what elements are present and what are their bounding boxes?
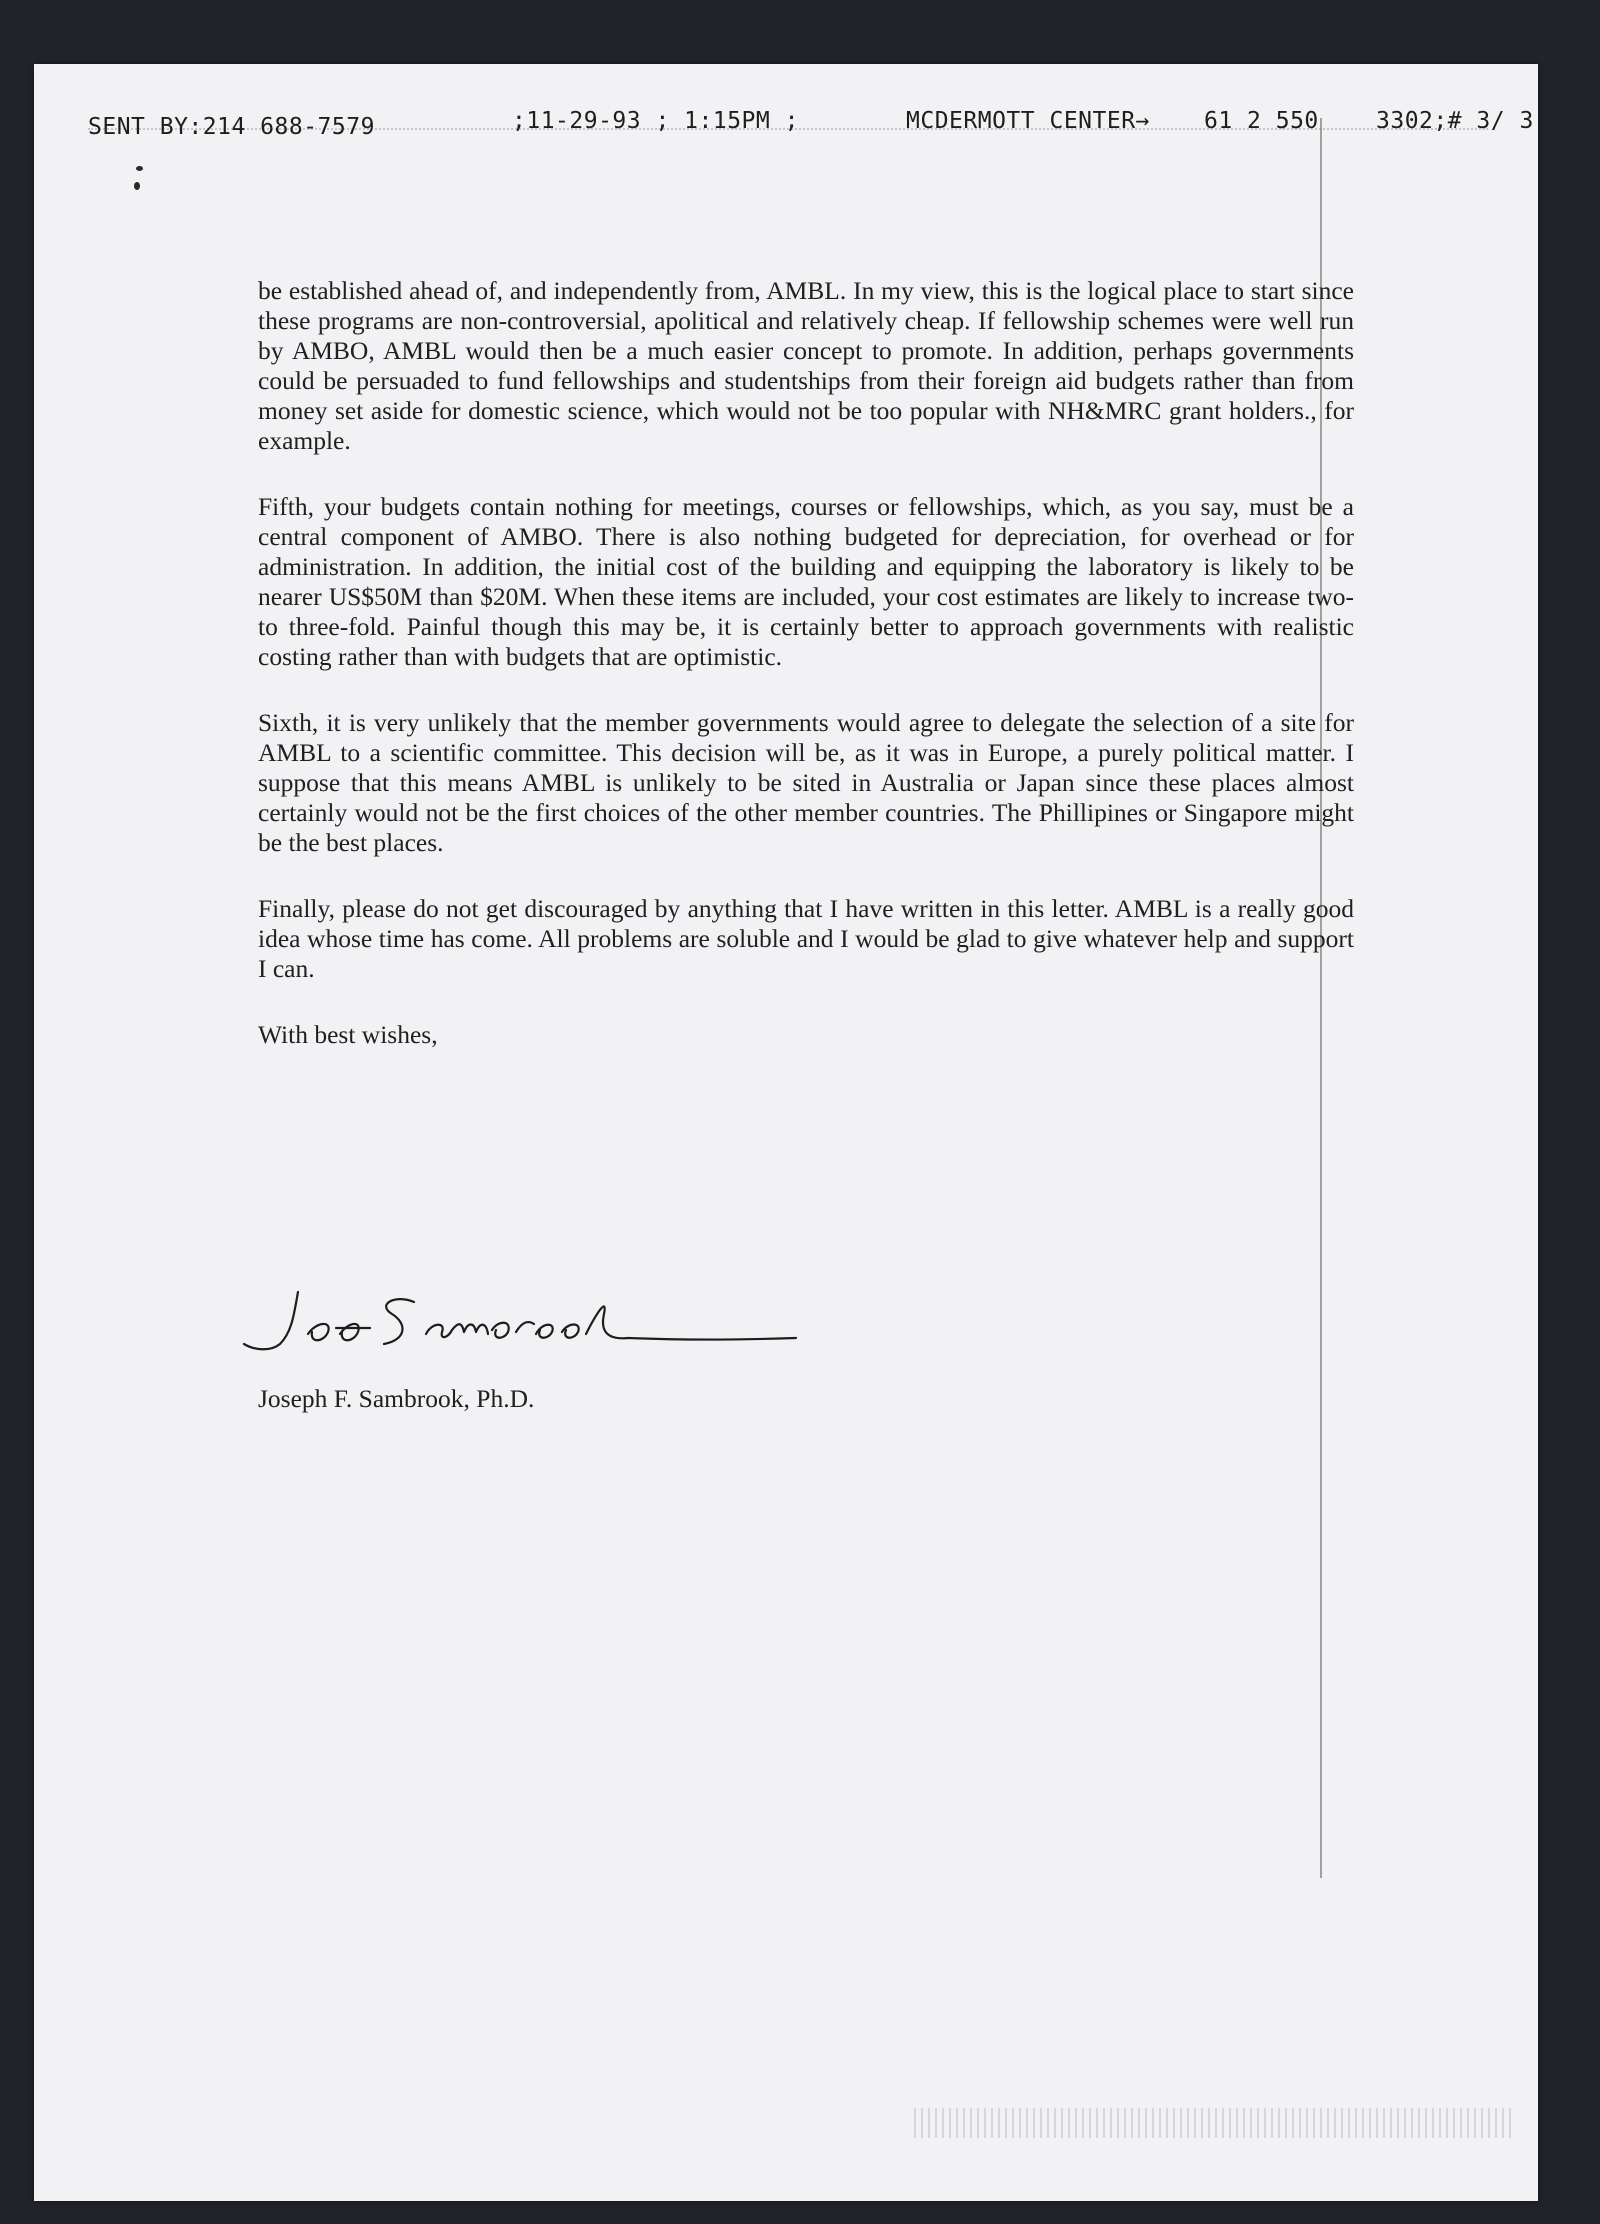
letter-body bbox=[258, 276, 1354, 1086]
fax-center: MCDERMOTT CENTER→ bbox=[906, 108, 1150, 134]
paragraph-2: Fifth, your budgets contain nothing for meetings, courses or fellowships, which, as you say, must be a central component of AMBO. There is also nothing budgeted for depreciation, for overhead or for administration. In addition, the initial cost of the building and equipping the laboratory is likely to be nearer US$50M than $20M. When these items are included, your cost estimates are likely to increase two- to three-fold. Painful though this may be, it is certainly better to approach governments with realistic costing rather than with budgets that are optimistic. bbox=[258, 492, 1354, 671]
fax-date-time: ;11-29-93 ; 1:15PM ; bbox=[512, 108, 799, 134]
signatory-name: Joseph F. Sambrook, Ph.D. bbox=[258, 1384, 535, 1413]
fax-noise bbox=[914, 2108, 1514, 2138]
paragraph-1: be established ahead of, and independently from, AMBL. In my view, this is the logical place to start since these programs are non-controversial, apolitical and relatively cheap. If fellowship schemes were well run by AMBO, AMBL would then be a much easier concept to promote. In addition, perhaps governments could be persuaded to fund fellowships and studentships from their foreign aid budgets rather than from money set aside for domestic science, which would not be too popular with NH&MRC grant holders., for example. bbox=[258, 276, 1354, 455]
document-page bbox=[34, 64, 1538, 2201]
fax-number: 61 2 550 bbox=[1204, 108, 1319, 134]
fax-header bbox=[88, 108, 1534, 148]
closing: With best wishes, bbox=[258, 1020, 438, 1049]
paragraph-4: Finally, please do not get discouraged by anything that I have written in this letter. AMBL is a really good idea whose time has come. All problems are soluble and I would be glad to give whatever help and support I can. bbox=[258, 894, 1354, 983]
fax-speck bbox=[134, 182, 140, 190]
fax-page-count: 3302;# 3/ 3 bbox=[1376, 108, 1534, 134]
fax-sent-by: SENT BY:214 688-7579 bbox=[88, 114, 375, 140]
handwritten-signature bbox=[236, 1274, 876, 1364]
paragraph-3: Sixth, it is very unlikely that the member governments would agree to delegate the selection of a site for AMBL to a scientific committee. This decision will be, as it was in Europe, a purely political matter. I suppose that this means AMBL is unlikely to be sited in Australia or Japan since these places almost certainly would not be the first choices of the other member countries. The Phillipines or Singapore might be the best places. bbox=[258, 708, 1354, 857]
fax-speck bbox=[136, 166, 143, 171]
